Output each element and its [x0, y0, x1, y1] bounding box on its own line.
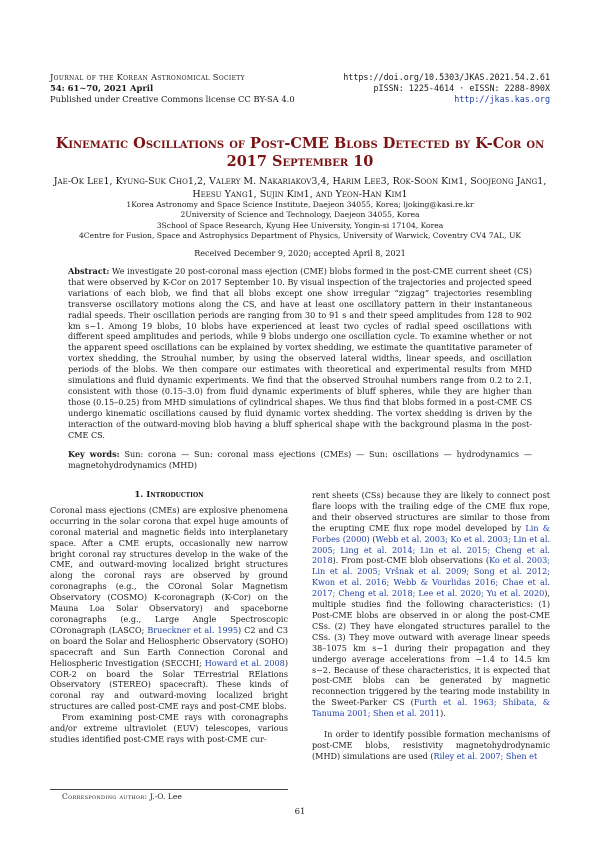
intro-paragraph-3: In order to identify possible formation mechanisms of post-CME blobs, resistivity magnetohydrodynamic (MHD) simulations are used (Riley et al. 2007; Shen et: [312, 729, 550, 761]
intro-paragraph-2-cont: rent sheets (CSs) because they are likely to connect post flare loops with the trailing edge of the CME flux rope, and their observed structures are similar to those from the erupting CME flux rope model developed by Lin & Forbes (2000) (Webb et al. 2003; Ko et al. 2003; Lin et al. 2005; Ling et al. 2014; Lin et al. 2015; Cheng et al. 2018). From post-CME blob observations (Ko et al. 2003; Lin et al. 2005; Vršnak et al. 2009; Song et al. 2012; Kwon et al. 2016; Webb & Vourlidas 2016; Chae et al. 2017; Cheng et al. 2018; Lee et al. 2020; Yu et al. 2020), multiple studies find the following characteristics: (1) Post-CME blobs are observed in or along the post-CME CSs. (2) They have elongated structures parallel to the CSs. (3) They move outward with average linear speeds 38–1075 km s−1 during their propagation and they undergo average accelerations from −1.4 to 14.5 km s−2. Because of these characteristics, it is expected that post-CME blobs can be generated by magnetic reconnection triggered by the tearing mode instability in the Sweet-Parker CS (Furth et al. 1963; Shibata, & Tanuma 2001; Shen et al. 2011).: [312, 490, 551, 719]
license-text: Published under Creative Commons license CC BY-SA 4.0: [50, 94, 295, 104]
doi-link[interactable]: https://doi.org/10.5303/JKAS.2021.54.2.61: [343, 72, 550, 82]
affiliation-4: 4Centre for Fusion, Space and Astrophysics Department of Physics, University of Warwick, Coventry CV4 7AL, UK: [78, 231, 522, 241]
affiliation-1: 1Korea Astronomy and Space Science Institute, Daejeon 34055, Korea; ljoking@kasi.re.kr: [126, 200, 474, 209]
journal-website-link[interactable]: http://jkas.kas.org: [454, 94, 550, 104]
keywords: [68, 449, 532, 471]
citation-link[interactable]: Riley et al. 2007; Shen et: [433, 750, 538, 761]
citation-link[interactable]: Lin & Forbes (2000): [312, 522, 550, 544]
page-number: 61: [294, 807, 306, 817]
received-dates: Received December 9, 2020; accepted April 8, 2021: [194, 249, 406, 258]
citation-link[interactable]: Webb et al. 2003; Ko et al. 2003; Lin et al. 2005; Ling et al. 2014; Lin et al. 2015; Cheng et al. 2018: [312, 533, 551, 566]
journal-citation: 54: 61∼70, 2021 April: [50, 83, 154, 93]
abstract-text: We investigate 20 post-coronal mass ejection (CME) blobs formed in the post-CME current sheet (CS) that were observed by K-Cor on 2017 September 10. By visual inspection of the trajectories and projected speed variations of each blob, we find that all blobs except one show irregular “zigzag” trajectories resembling transverse oscillatory motions along the CS, and have at least one oscillatory pattern in their instantaneous radial speeds. Their oscillation periods are ranging from 30 to 91 s and their speed amplitudes from 128 to 902 km s−1. Among 19 blobs, 10 blobs have experienced at least two cycles of radial speed oscillations with different speed amplitudes and periods, while 9 blobs undergo one oscillation cycle. To examine whether or not the apparent speed oscillations can be explained by vortex shedding, we estimate the quantitative parameter of vortex shedding, the Strouhal number, by using the observed lateral widths, linear speeds, and oscillation periods of the blobs. We then compare our estimates with theoretical and experimental results from MHD simulations and fluid dynamic experiments. We find that the observed Strouhal numbers range from 0.2 to 2.1, consistent with those (0.15–3.0) from fluid dynamic experiments of bluff spheres, while they are higher than those (0.15–0.25) from MHD simulations of cylindrical shapes. We thus find that blobs formed in a post-CME CS undergo kinematic oscillations caused by fluid dynamic vortex shedding. The vortex shedding is driven by the interaction of the outward-moving blob having a bluff spherical shape with the background plasma in the post-CME CS.: [68, 266, 532, 440]
citation-link[interactable]: Furth et al. 1963; Shibata, & Tanuma 2001; Shen et al. 2011: [312, 697, 550, 719]
keywords-label: Key words:: [68, 449, 120, 459]
right-column: [312, 490, 550, 762]
footnote-name: J.-O. Lee: [149, 792, 182, 801]
doi-header: [343, 72, 550, 105]
journal-header: [50, 72, 295, 105]
affiliation-2: 2University of Science and Technology, Daejeon 34055, Korea: [180, 210, 420, 220]
section-heading: 1. Introduction: [134, 490, 204, 500]
affiliations: [50, 200, 550, 242]
citation-link[interactable]: Brueckner et al. 1995: [147, 624, 238, 635]
left-column: [50, 490, 288, 745]
paper-title: Kinematic Oscillations of Post-CME Blobs Detected by K-Cor on 2017 September 10: [55, 135, 545, 170]
intro-paragraph-1: Coronal mass ejections (CMEs) are explosive phenomena occurring in the solar corona that expel huge amounts of coronal material and magnetic fields into interplanetary space. After a CME erupts, occasionally new narrow bright coronal ray structures develop in the wake of the CME, and outward-moving localized bright structures along the coronal rays are observed by ground coronagraphs (e.g., the COronal Solar Magnetism Observatory (COSMO) K-coronagraph (K-Cor) on the Mauna Loa Solar Observatory) and spaceborne coronagraphs (e.g., Large Angle Spectroscopic COronagraph (LASCO; Brueckner et al. 1995) C2 and C3 on board the Solar and Heliospheric Observatory (SOHO) spacecraft and Sun Earth Connection Coronal and Heliospheric Investigation (SECCHI; Howard et al. 2008) COR-2 on board the Solar TErrestrial RElations Observatory (STEREO) spacecraft). These kinds of coronal ray and outward-moving localized bright structures are called post-CME rays and post-CME blobs.: [50, 504, 288, 712]
corresponding-author-footnote: [62, 792, 182, 801]
intro-paragraph-2: From examining post-CME rays with coronagraphs and/or extreme ultraviolet (EUV) telescopes, various studies identified post-CME rays with post-CME cur-: [50, 712, 288, 744]
footnote-label: Corresponding author:: [62, 792, 148, 801]
issn-text: pISSN: 1225-4614 · eISSN: 2288-890X: [373, 83, 550, 93]
author-list: Jae-Ok Lee1, Kyung-Suk Cho1,2, Valery M. Nakariakov3,4, Harim Lee3, Rok-Soon Kim1, Soojeong Jang1, Heesu Yang1, Sujin Kim1, and Yeon-Han Kim1: [53, 176, 547, 200]
keywords-text: Sun: corona — Sun: coronal mass ejections (CMEs) — Sun: oscillations — hydrodynamics — magnetohydrodynamics (MHD): [68, 449, 532, 470]
citation-link[interactable]: Ko et al. 2003; Lin et al. 2005; Vršnak et al. 2009; Song et al. 2012; Kwon et al. 2016; Webb & Vourlidas 2016; Chae et al. 2017; Cheng et al. 2018; Lee et al. 2020; Yu et al. 2020: [312, 555, 550, 599]
abstract-label: Abstract:: [68, 266, 110, 276]
abstract: [68, 266, 532, 441]
affiliation-3: 3School of Space Research, Kyung Hee University, Yongin-si 17104, Korea: [156, 220, 444, 230]
citation-link[interactable]: Howard et al. 2008: [204, 657, 285, 668]
footnote-divider: [50, 789, 288, 790]
journal-name: Journal of the Korean Astronomical Society: [50, 72, 245, 82]
